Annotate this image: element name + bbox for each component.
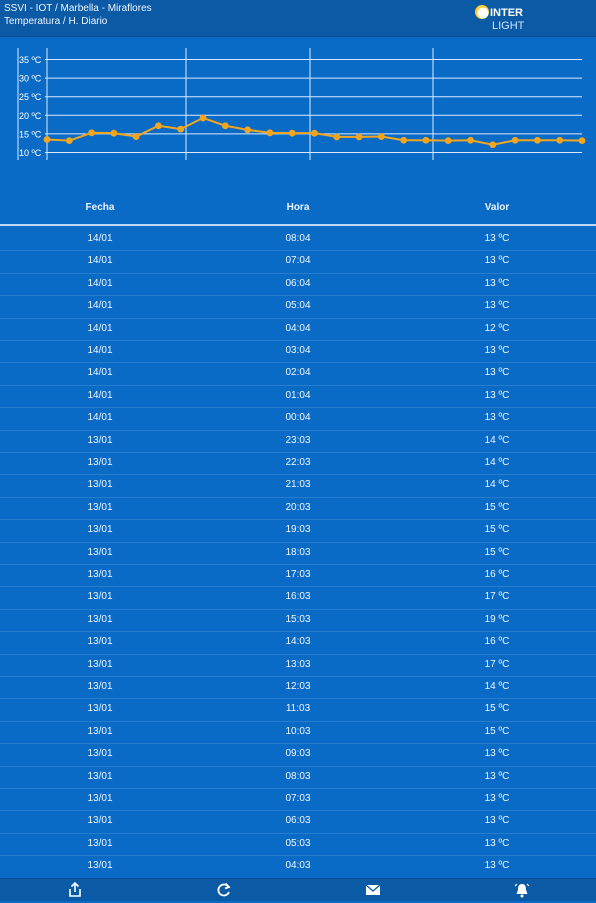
cell-fecha: 14/01 [87, 367, 113, 379]
table-row[interactable] [0, 542, 596, 565]
table-row[interactable] [0, 497, 596, 520]
cell-valor: 13 ºC [484, 748, 510, 760]
cell-valor: 13 ºC [484, 793, 510, 804]
mail-button[interactable] [364, 882, 382, 898]
cell-valor: 14 ºC [484, 681, 510, 692]
data-point[interactable] [222, 122, 229, 129]
cell-hora: 08:03 [285, 770, 311, 782]
data-point[interactable] [556, 137, 563, 144]
share-button[interactable] [66, 882, 84, 898]
page-subtitle: Temperatura / H. Diario [4, 16, 108, 27]
cell-valor: 13 ºC [484, 389, 510, 401]
table-row[interactable] [0, 698, 596, 721]
y-tick-label: 35 ºC [19, 54, 42, 65]
cell-valor: 13 ºC [484, 770, 510, 782]
header-divider [0, 224, 596, 226]
data-point[interactable] [66, 137, 73, 144]
table-row[interactable] [0, 407, 596, 430]
data-point[interactable] [534, 137, 541, 144]
cell-valor: 15 ºC [484, 524, 510, 536]
cell-fecha: 13/01 [87, 569, 113, 580]
interlight-logo [474, 4, 538, 32]
cell-valor: 14 ºC [484, 457, 510, 468]
cell-hora: 04:04 [285, 322, 311, 334]
data-point[interactable] [200, 115, 207, 122]
data-point[interactable] [289, 130, 296, 137]
cell-fecha: 13/01 [87, 837, 113, 849]
cell-valor: 13 ºC [484, 233, 510, 244]
data-point[interactable] [333, 134, 340, 141]
cell-hora: 16:03 [285, 591, 311, 603]
table-row[interactable] [0, 250, 596, 273]
cell-hora: 22:03 [285, 457, 311, 468]
cell-fecha: 13/01 [87, 815, 113, 827]
cell-valor: 13 ºC [484, 815, 510, 827]
cell-hora: 12:03 [285, 681, 311, 692]
cell-fecha: 13/01 [87, 434, 113, 446]
cell-valor: 15 ºC [484, 725, 510, 737]
column-header-valor: Valor [484, 202, 510, 213]
cell-hora: 06:03 [285, 815, 311, 827]
alarm-bell-icon [513, 882, 531, 898]
y-tick-label: 15 ºC [19, 129, 42, 140]
cell-fecha: 14/01 [87, 412, 113, 424]
table-row[interactable] [0, 519, 596, 542]
cell-hora: 13:03 [285, 658, 311, 670]
cell-hora: 21:03 [285, 479, 311, 491]
cell-hora: 11:03 [285, 703, 311, 715]
cell-fecha: 13/01 [87, 703, 113, 715]
table-row[interactable] [0, 654, 596, 677]
data-point[interactable] [423, 137, 430, 144]
cell-hora: 03:04 [285, 345, 311, 356]
cell-fecha: 13/01 [87, 770, 113, 782]
cell-valor: 16 ºC [484, 569, 510, 580]
cell-hora: 09:03 [285, 748, 311, 760]
table-row[interactable] [0, 273, 596, 296]
cell-valor: 16 ºC [484, 636, 510, 648]
top-bar [0, 0, 596, 37]
table-row[interactable] [0, 631, 596, 654]
data-point[interactable] [445, 137, 452, 144]
table-row[interactable] [0, 318, 596, 341]
table-row[interactable] [0, 833, 596, 856]
cell-fecha: 14/01 [87, 345, 113, 356]
cell-valor: 13 ºC [484, 277, 510, 289]
y-tick-label: 10 ºC [19, 148, 42, 159]
data-point[interactable] [244, 126, 251, 133]
table-row[interactable] [0, 340, 596, 363]
table-row[interactable] [0, 788, 596, 811]
cell-hora: 14:03 [285, 636, 311, 648]
cell-fecha: 13/01 [87, 591, 113, 603]
cell-hora: 23:03 [285, 434, 311, 446]
table-row[interactable] [0, 228, 596, 251]
data-point[interactable] [155, 122, 162, 129]
cell-valor: 13 ºC [484, 345, 510, 356]
cell-fecha: 13/01 [87, 613, 113, 625]
cell-valor: 12 ºC [484, 322, 510, 334]
cell-fecha: 14/01 [87, 233, 113, 244]
cell-fecha: 14/01 [87, 255, 113, 267]
table-row[interactable] [0, 452, 596, 475]
cell-fecha: 13/01 [87, 658, 113, 670]
cell-hora: 10:03 [285, 725, 311, 737]
cell-hora: 06:04 [285, 277, 311, 289]
cell-hora: 17:03 [285, 569, 311, 580]
readings-table[interactable] [0, 228, 596, 878]
cell-valor: 15 ºC [484, 703, 510, 715]
data-point[interactable] [356, 134, 363, 141]
chart-svg [0, 36, 596, 186]
cell-valor: 13 ºC [484, 367, 510, 379]
temperature-chart [0, 36, 596, 186]
cell-hora: 20:03 [285, 501, 311, 513]
cell-valor: 13 ºC [484, 860, 510, 872]
cell-valor: 13 ºC [484, 255, 510, 267]
table-row[interactable] [0, 564, 596, 587]
cell-valor: 13 ºC [484, 837, 510, 849]
cell-valor: 17 ºC [484, 591, 510, 603]
refresh-button[interactable] [215, 882, 233, 898]
cell-hora: 01:04 [285, 389, 311, 401]
table-row[interactable] [0, 766, 596, 789]
cell-hora: 05:03 [285, 837, 311, 849]
cell-hora: 02:04 [285, 367, 311, 379]
table-row[interactable] [0, 586, 596, 609]
mail-icon [364, 882, 382, 898]
cell-fecha: 13/01 [87, 457, 113, 468]
data-point[interactable] [378, 133, 385, 140]
cell-fecha: 13/01 [87, 636, 113, 648]
cell-valor: 13 ºC [484, 300, 510, 312]
cell-fecha: 14/01 [87, 300, 113, 312]
y-tick-label: 20 ºC [19, 110, 42, 121]
table-header [0, 196, 596, 222]
logo-text-top: INTER [490, 7, 523, 19]
cell-hora: 08:04 [285, 233, 311, 244]
share-icon [66, 882, 84, 898]
data-point[interactable] [467, 137, 474, 144]
column-header-fecha: Fecha [85, 202, 115, 213]
cell-valor: 15 ºC [484, 501, 510, 513]
cell-fecha: 13/01 [87, 681, 113, 692]
cell-fecha: 13/01 [87, 501, 113, 513]
table-row[interactable] [0, 743, 596, 766]
cell-fecha: 13/01 [87, 748, 113, 760]
cell-fecha: 13/01 [87, 725, 113, 737]
cell-hora: 18:03 [285, 546, 311, 558]
cell-hora: 19:03 [285, 524, 311, 536]
data-point[interactable] [177, 126, 184, 133]
data-point[interactable] [44, 136, 51, 143]
data-point[interactable] [489, 141, 496, 148]
cell-fecha: 13/01 [87, 479, 113, 491]
cell-hora: 07:03 [285, 793, 311, 804]
table-row[interactable] [0, 721, 596, 744]
cell-fecha: 13/01 [87, 860, 113, 872]
cell-valor: 17 ºC [484, 658, 510, 670]
bottom-toolbar [0, 878, 596, 901]
table-row[interactable] [0, 385, 596, 408]
table-row[interactable] [0, 810, 596, 833]
cell-fecha: 13/01 [87, 524, 113, 536]
table-row[interactable] [0, 474, 596, 497]
cell-hora: 07:04 [285, 255, 311, 267]
refresh-icon [215, 882, 233, 898]
table-row[interactable] [0, 430, 596, 453]
cell-fecha: 13/01 [87, 546, 113, 558]
cell-fecha: 14/01 [87, 389, 113, 401]
data-point[interactable] [311, 130, 318, 137]
table-row[interactable] [0, 295, 596, 318]
cell-valor: 13 ºC [484, 412, 510, 424]
alarm-button[interactable] [513, 882, 531, 898]
cell-valor: 14 ºC [484, 434, 510, 446]
data-point[interactable] [88, 129, 95, 136]
cell-valor: 19 ºC [484, 613, 510, 625]
cell-fecha: 14/01 [87, 322, 113, 334]
logo-text-bottom: LIGHT [492, 20, 525, 32]
breadcrumb: SSVI - IOT / Marbella - Miraflores [4, 3, 152, 14]
cell-hora: 05:04 [285, 300, 311, 312]
data-point[interactable] [400, 137, 407, 144]
cell-hora: 15:03 [285, 613, 311, 625]
table-row[interactable] [0, 855, 596, 878]
cell-valor: 15 ºC [484, 546, 510, 558]
cell-fecha: 14/01 [87, 277, 113, 289]
data-point[interactable] [133, 133, 140, 140]
table-row[interactable] [0, 676, 596, 699]
data-point[interactable] [579, 137, 586, 144]
y-tick-label: 25 ºC [19, 92, 42, 103]
column-header-hora: Hora [286, 202, 310, 213]
y-tick-label: 30 ºC [19, 73, 42, 84]
cell-hora: 04:03 [285, 860, 311, 872]
table-row[interactable] [0, 609, 596, 632]
cell-hora: 00:04 [285, 412, 311, 424]
data-point[interactable] [110, 130, 117, 137]
cell-valor: 14 ºC [484, 479, 510, 491]
cell-fecha: 13/01 [87, 793, 113, 804]
table-row[interactable] [0, 362, 596, 385]
data-point[interactable] [512, 137, 519, 144]
data-point[interactable] [267, 129, 274, 136]
